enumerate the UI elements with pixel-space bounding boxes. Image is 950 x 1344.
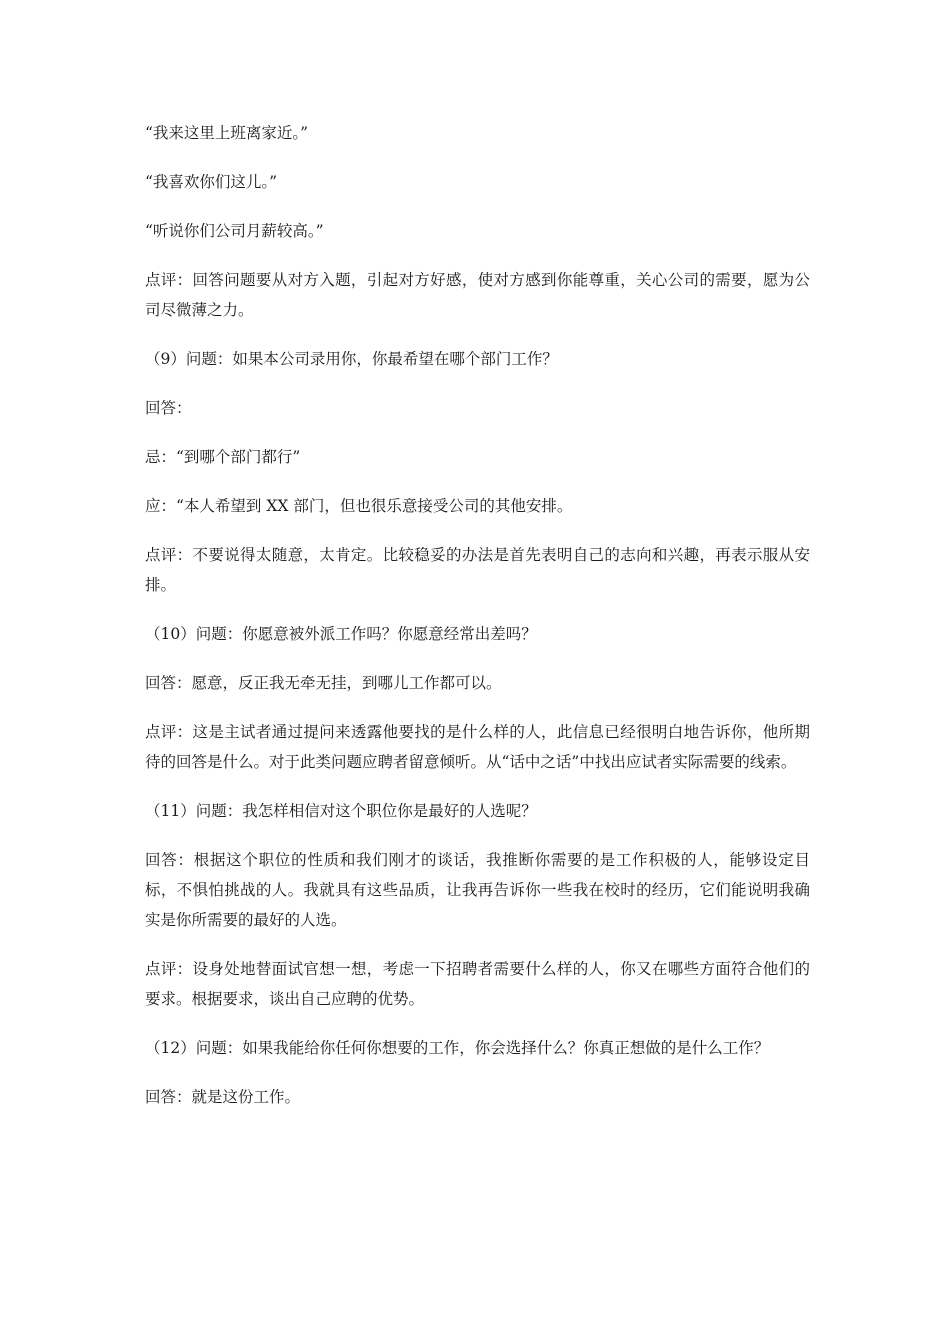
question-10: （10）问题：你愿意被外派工作吗？你愿意经常出差吗？ — [145, 625, 537, 643]
question-11: （11）问题：我怎样相信对这个职位你是最好的人选呢？ — [145, 802, 537, 820]
comment-paragraph: 点评：这是主试者通过提问来透露他要找的是什么样的人，此信息已经很明白地告诉你，他所期待的回答是什么。对于此类问题应聘者留意倾听。从“话中之话”中找出应试者实际需要的线索。 — [145, 723, 810, 771]
quote-line: “听说你们公司月薪较高。” — [145, 222, 324, 240]
quote-line: “我喜欢你们这儿。” — [145, 173, 278, 191]
comment-paragraph: 点评：回答问题要从对方入题，引起对方好感，使对方感到你能尊重，关心公司的需要，愿为公司尽微薄之力。 — [145, 271, 810, 319]
comment-paragraph: 点评：设身处地替面试官想一想，考虑一下招聘者需要什么样的人，你又在哪些方面符合他们的要求。根据要求，谈出自己应聘的优势。 — [145, 960, 810, 1008]
recommended-answer: 应：“本人希望到 XX 部门，但也很乐意接受公司的其他安排。 — [145, 497, 573, 515]
quote-line: “我来这里上班离家近。” — [145, 124, 309, 142]
answer-paragraph: 回答：就是这份工作。 — [145, 1088, 301, 1106]
question-12: （12）问题：如果我能给你任何你想要的工作，你会选择什么？你真正想做的是什么工作？ — [145, 1039, 770, 1057]
question-9: （9）问题：如果本公司录用你，你最希望在哪个部门工作？ — [145, 350, 558, 368]
answer-paragraph: 回答：愿意，反正我无牵无挂，到哪儿工作都可以。 — [145, 674, 502, 692]
comment-paragraph: 点评：不要说得太随意，太肯定。比较稳妥的办法是首先表明自己的志向和兴趣，再表示服从安排。 — [145, 546, 810, 594]
avoid-answer: 忌：“到哪个部门都行” — [145, 448, 301, 466]
document-body — [145, 118, 810, 1131]
answer-label: 回答： — [145, 399, 192, 417]
answer-paragraph: 回答：根据这个职位的性质和我们刚才的谈话，我推断你需要的是工作积极的人，能够设定目标，不惧怕挑战的人。我就具有这些品质，让我再告诉你一些我在校时的经历，它们能说明我确实是你所需要的最好的人选。 — [145, 851, 810, 929]
